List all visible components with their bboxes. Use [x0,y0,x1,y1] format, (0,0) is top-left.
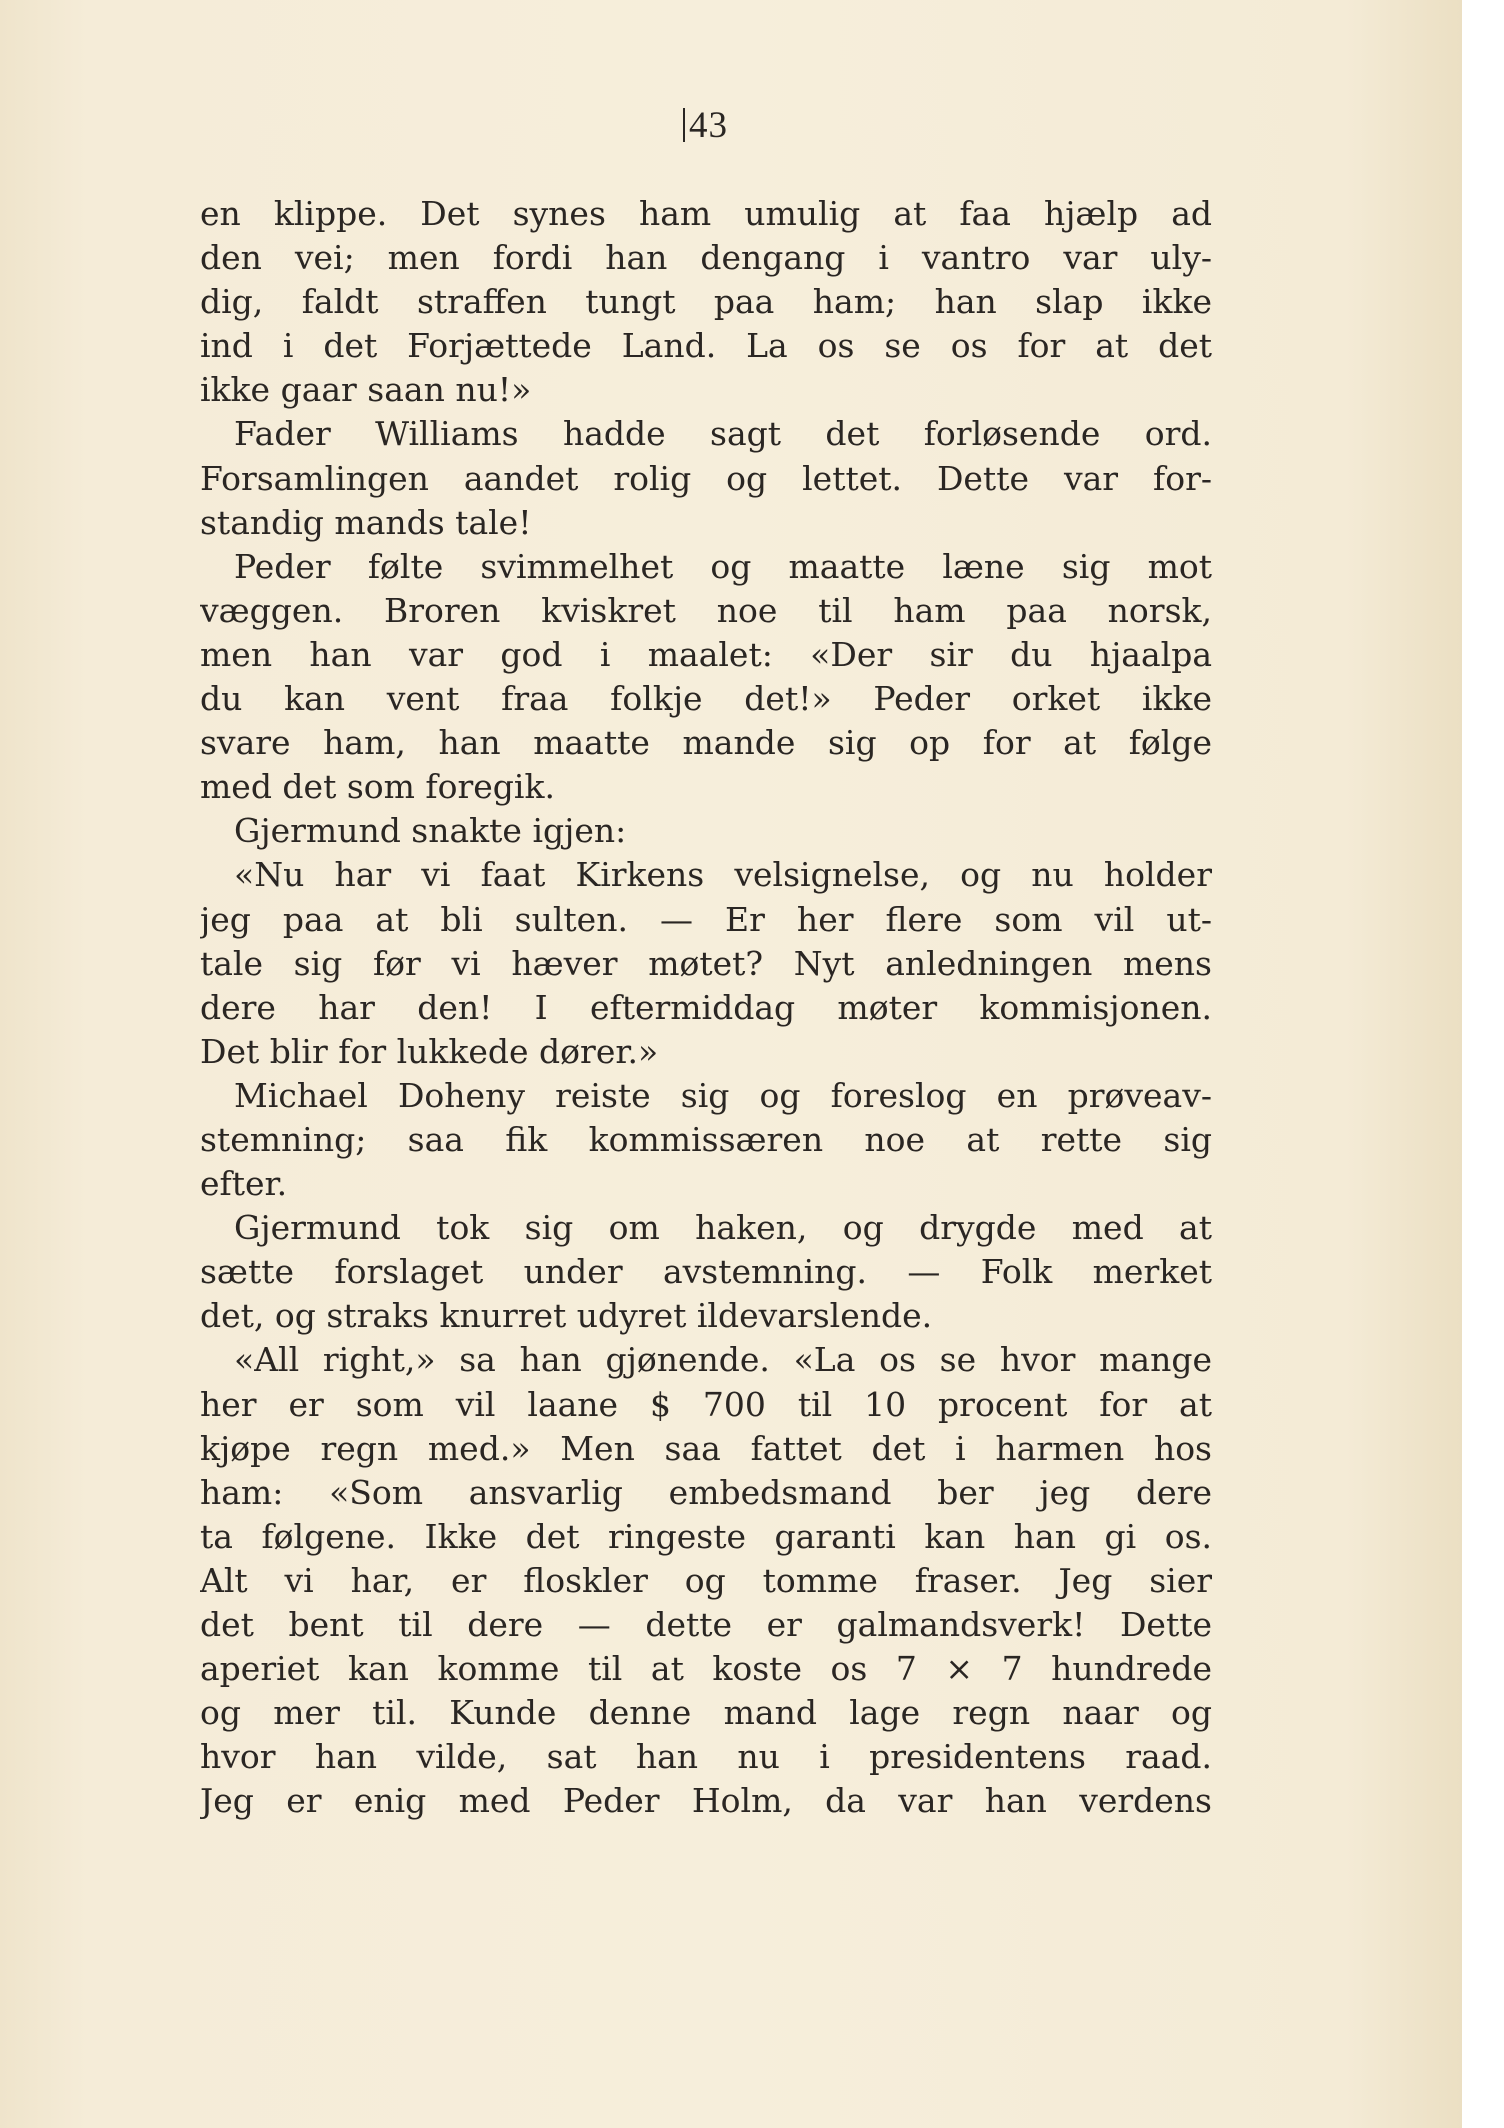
text-line: dere har den! I eftermiddag møter kommisjonen. [200,987,1212,1027]
text-line: men han var god i maalet: «Der sir du hjaalpa [200,634,1212,674]
text-line: sætte forslaget under avstemning. — Folk merket [200,1252,1212,1292]
text-line: «Nu har vi faat Kirkens velsignelse, og nu holder [234,855,1212,895]
text-line: jeg paa at bli sulten. — Er her flere som vil ut- [200,899,1212,939]
text-line: Gjermund snakte igjen: [234,811,627,851]
text-line: Det blir for lukkede dører.» [200,1031,659,1071]
text-line: efter. [200,1164,288,1204]
text-line: du kan vent fraa folkje det!» Peder orket ikke [200,679,1212,719]
text-line: tale sig før vi hæver møtet? Nyt anledningen mens [200,943,1212,983]
text-line: stemning; saa fik kommissæren noe at rette sig [200,1119,1212,1159]
text-line: Forsamlingen aandet rolig og lettet. Dette var for- [200,458,1212,498]
text-line: aperiet kan komme til at koste os 7 × 7 hundrede [200,1649,1212,1689]
text-line: «All right,» sa han gjønende. «La os se hvor mange [234,1340,1212,1380]
text-line: Michael Doheny reiste sig og foreslog en prøveav- [234,1075,1212,1115]
text-line: Fader Williams hadde sagt det forløsende ord. [234,414,1212,454]
text-line: det, og straks knurret udyret ildevarslende. [200,1296,933,1336]
text-line: svare ham, han maatte mande sig op for at følge [200,723,1212,763]
text-line: dig, faldt straffen tungt paa ham; han slap ikke [200,282,1212,322]
text-line: og mer til. Kunde denne mand lage regn naar og [200,1693,1212,1733]
text-line: ta følgene. Ikke det ringeste garanti kan han gi os. [200,1516,1212,1556]
page-edge-margin [1462,0,1504,2128]
body-text [200,192,1212,1823]
text-line: væggen. Broren kviskret noe til ham paa norsk, [200,590,1212,630]
text-line: kjøpe regn med.» Men saa fattet det i harmen hos [200,1428,1212,1468]
text-line: ind i det Forjættede Land. La os se os for at det [200,326,1212,366]
text-line: det bent til dere — dette er galmandsverk! Dette [200,1605,1212,1644]
text-line: en klippe. Det synes ham umulig at faa hjælp ad [200,194,1212,233]
text-line: ham: «Som ansvarlig embedsmand ber jeg dere [200,1472,1212,1512]
text-line: standig mands tale! [200,502,532,542]
text-line: ikke gaar saan nu!» [200,370,532,410]
text-line: med det som foregik. [200,767,555,807]
text-line: Alt vi har, er floskler og tomme fraser. Jeg sier [200,1560,1212,1600]
text-line: Jeg er enig med Peder Holm, da var han verdens [200,1781,1212,1821]
text-line: Gjermund tok sig om haken, og drygde med at [234,1208,1212,1248]
page-number: 43 [683,104,728,147]
text-line: den vei; men fordi han dengang i vantro var uly- [200,238,1212,278]
text-line: Peder følte svimmelhet og maatte læne sig mot [234,546,1212,586]
text-line: hvor han vilde, sat han nu i presidentens raad. [200,1737,1212,1777]
text-line: her er som vil laane $ 700 til 10 procent for at [200,1384,1212,1424]
